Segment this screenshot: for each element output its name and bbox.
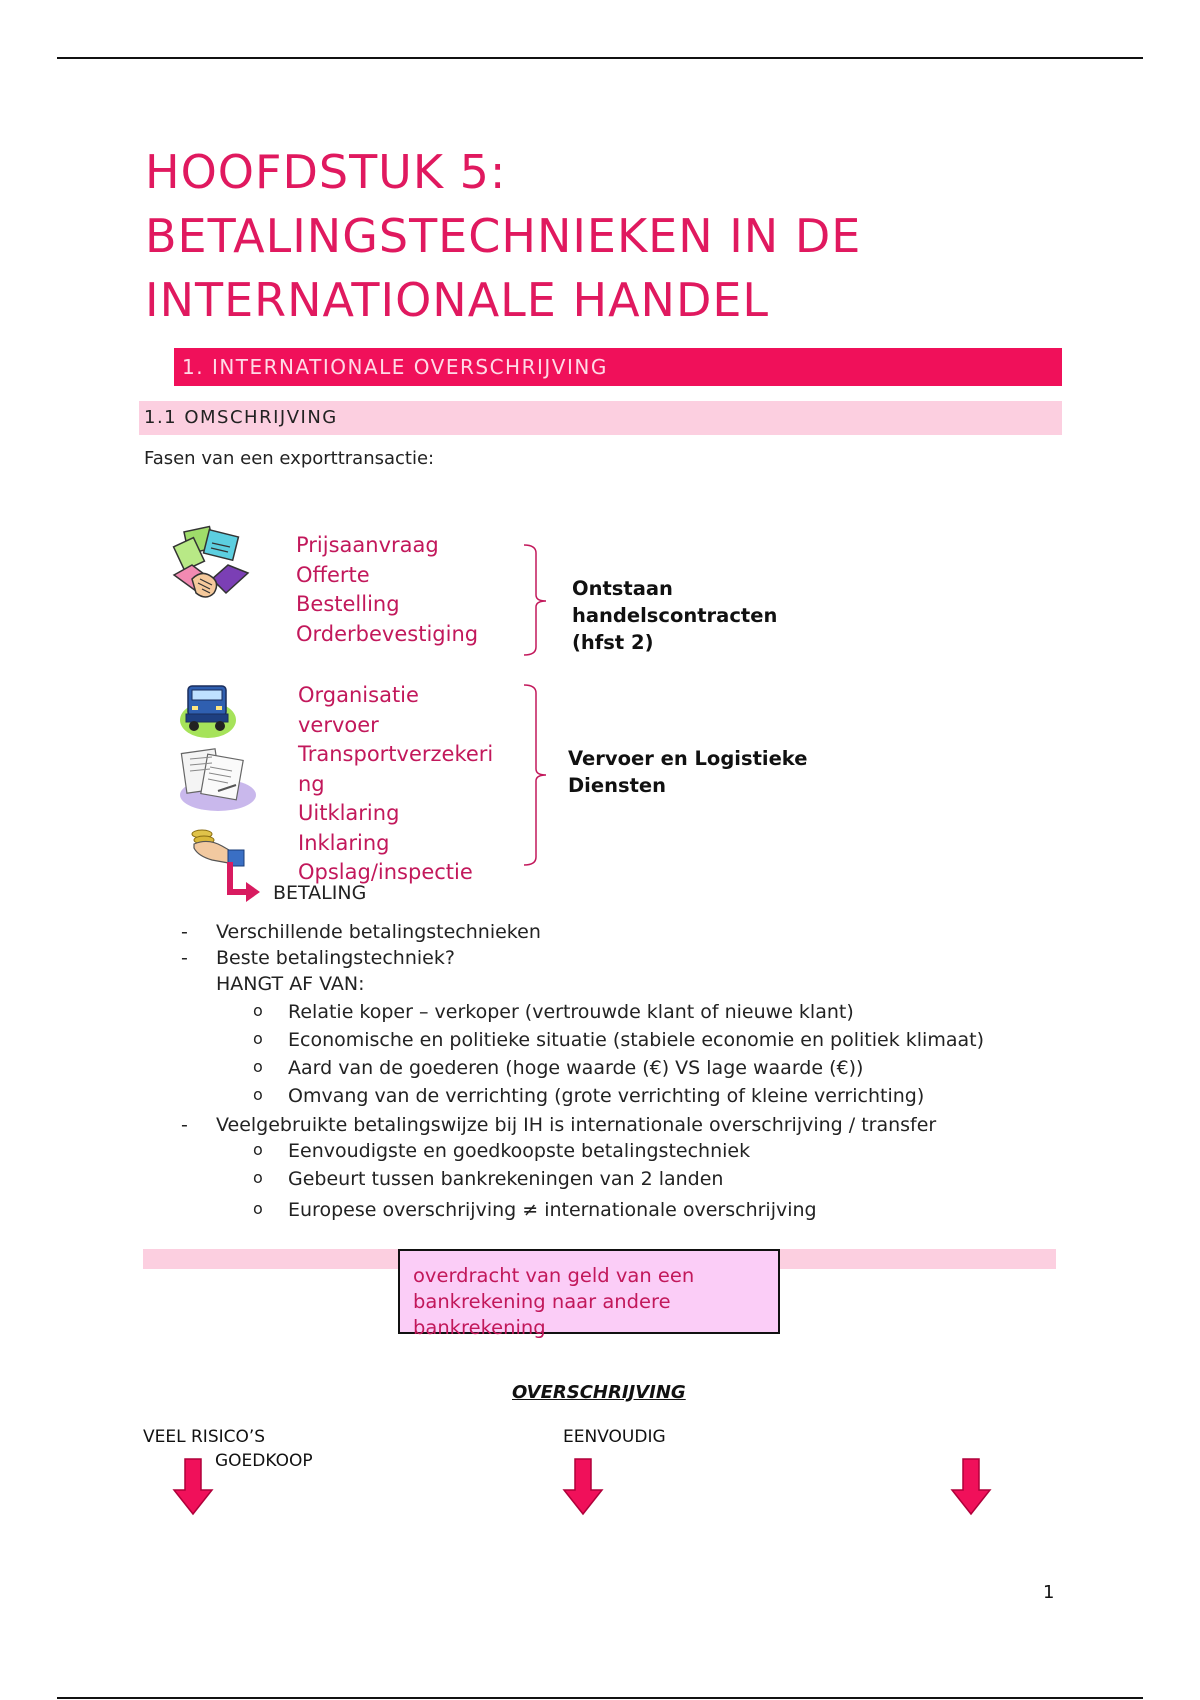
betaling-label: BETALING [273,882,367,904]
phase-label-line: Diensten [568,774,667,797]
sub-bullet-marker: o [253,1085,263,1104]
documents-clipart-icon [178,745,258,815]
phase-list-contracts [296,531,526,653]
sub-bullet-marker: o [253,1001,263,1020]
sub-bullet-item [253,1001,854,1023]
arrow-down-icon [172,1458,214,1516]
phase-item: Prijsaanvraag [296,533,439,557]
section-heading: 1. INTERNATIONALE OVERSCHRIJVING [174,348,1062,386]
sub-bullet-marker: o [253,1140,263,1159]
bullet-continuation: HANGT AF VAN: [216,973,365,995]
truck-clipart-icon [178,680,238,740]
sub-bullet-text: Aard van de goederen (hoge waarde (€) VS lage waarde (€)) [288,1057,864,1079]
sub-bullet-item [253,1029,984,1051]
title-line: INTERNATIONALE HANDEL [145,273,770,327]
page-number: 1 [1043,1582,1055,1603]
phase-item: Offerte [296,562,370,587]
phase-label-contracts [572,575,812,654]
sub-bullet-text: Europese overschrijving ≠ internationale overschrijving [288,1199,817,1221]
sub-bullet-item [253,1199,817,1221]
intro-text: Fasen van een exporttransactie: [144,448,435,469]
sub-bullet-item [253,1140,751,1162]
caption-left-sub: GOEDKOOP [215,1451,313,1471]
phase-label-line: Ontstaan [572,577,673,600]
title-line: HOOFDSTUK 5: [145,145,507,199]
overschrijving-title: OVERSCHRIJVING [512,1382,686,1403]
top-rule [57,57,1143,59]
phase-label-transport [568,745,848,801]
bullet-item [181,921,541,943]
bullet-item [181,947,455,969]
definition-box [398,1249,780,1339]
phase-item: ng [298,771,325,796]
bent-arrow-icon [224,862,264,904]
sub-bullet-marker: o [253,1029,263,1048]
handshake-clipart-icon [168,527,254,613]
sub-bullet-marker: o [253,1168,263,1187]
sub-bullet-text: Omvang van de verrichting (grote verrichting of kleine verrichting) [288,1085,925,1107]
phase-label-line: Vervoer en Logistieke [568,747,808,770]
bottom-rule [57,1697,1143,1699]
sub-bullet-marker: o [253,1199,263,1218]
bullet-dash: - [181,1114,188,1136]
bullet-dash: - [181,921,188,943]
sub-bullet-text: Gebeurt tussen bankrekeningen van 2 landen [288,1168,724,1190]
arrow-down-icon [950,1458,992,1516]
phase-item: Transportverzekeri [298,742,494,766]
phase-item: Inklaring [298,830,390,855]
sub-bullet-text: Economische en politieke situatie (stabiele economie en politiek klimaat) [288,1029,984,1051]
sub-bullet-text: Eenvoudigste en goedkoopste betalingstechniek [288,1140,751,1162]
phase-item: Opslag/inspectie [298,860,473,884]
definition-line: overdracht van geld van een [413,1264,695,1287]
brace-contracts [522,543,552,658]
bullet-text: Beste betalingstechniek? [216,947,455,969]
phase-item: Uitklaring [298,801,400,825]
caption-left: VEEL RISICO’S [143,1427,266,1447]
phase-item: Orderbevestiging [296,621,479,646]
phase-list-transport [298,681,528,884]
phase-label-line: handelscontracten [572,604,778,627]
sub-bullet-item [253,1057,864,1079]
definition-line: bankrekening naar andere [413,1290,671,1313]
bullet-text: Verschillende betalingstechnieken [216,921,541,943]
sub-bullet-item [253,1168,724,1190]
arrow-down-icon [562,1458,604,1516]
sub-bullet-item [253,1085,925,1107]
title-line: BETALINGSTECHNIEKEN IN DE [145,209,862,263]
bullet-dash: - [181,947,188,969]
phase-item: Organisatie [298,683,419,707]
phase-item: vervoer [298,712,379,737]
sub-bullet-text: Relatie koper – verkoper (vertrouwde klant of nieuwe klant) [288,1001,854,1023]
phase-item: Bestelling [296,592,400,616]
phase-label-line: (hfst 2) [572,631,654,654]
definition-line: bankrekening [413,1316,546,1339]
brace-transport [522,683,552,868]
subsection-heading: 1.1 OMSCHRIJVING [139,401,1062,435]
caption-middle: EENVOUDIG [563,1427,666,1447]
bullet-text: Veelgebruikte betalingswijze bij IH is internationale overschrijving / transfer [216,1114,937,1136]
bullet-item [181,1114,937,1136]
sub-bullet-marker: o [253,1057,263,1076]
chapter-title [145,140,1045,332]
